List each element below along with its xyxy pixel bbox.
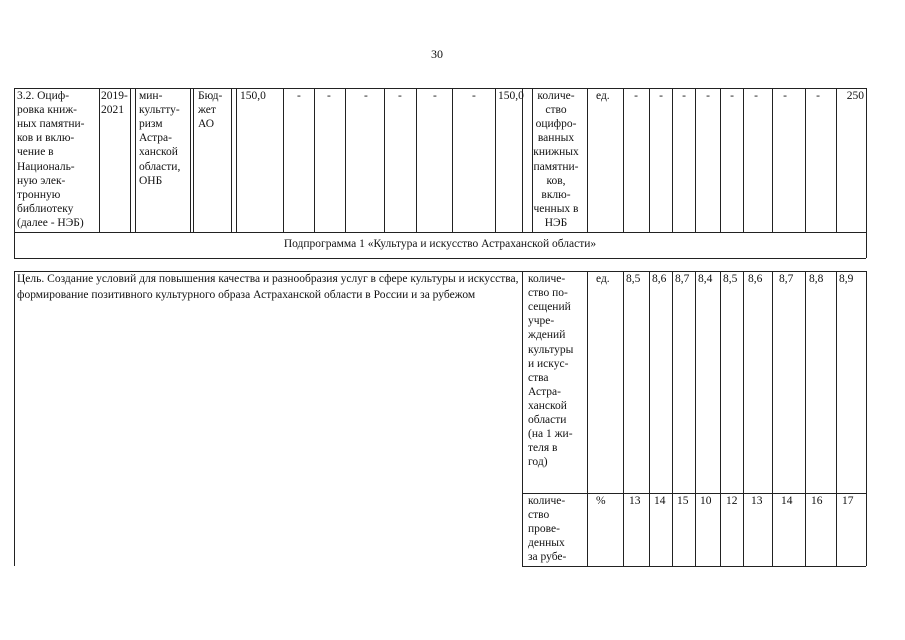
table-rule [495,88,496,232]
goal-indicator-1-line: и искус- [528,357,569,370]
goal-indicator-2-line: денных [528,537,565,550]
table-rule [649,88,650,232]
table-rule [130,88,131,232]
table-rule [587,88,588,232]
goal-indicator-1-value: 8,4 [698,273,713,285]
goal-indicator-1-line: количе- [528,273,566,285]
goal-indicator-2-line: прове- [528,523,560,536]
table-rule [720,271,721,566]
table-rule [345,88,346,232]
row-32-value: - [634,90,638,102]
row-32-indicator-line: количе- [537,90,575,102]
goal-indicator-2-line: за рубе- [528,551,567,564]
row-32-indicator-line: ванных [537,132,575,145]
subprogram-title: Подпрограмма 1 «Культура и искусство Астраханской области» [283,238,597,250]
goal-indicator-1-line: (на 1 жи- [528,428,573,441]
row-32-dash: - [398,90,402,102]
goal-indicator-2-line: количе- [528,495,566,507]
row-32-unit: ед. [596,90,610,102]
table-rule [314,88,315,232]
goal-indicator-1-line: ства [528,371,549,384]
row-32-value: - [754,90,758,102]
goal-indicator-1-line: области [528,414,567,426]
goal-indicator-1-value: 8,7 [675,273,690,285]
row-32-name-line: ков и вклю- [17,132,75,145]
row-32-name-line: библиотеку [17,202,74,215]
row-32-indicator-line: вклю- [541,188,571,201]
row-32-name-line: тронную [17,188,61,201]
goal-indicator-2-unit: % [596,495,606,507]
table-rule [623,271,624,566]
page-number: 30 [431,47,443,61]
table-rule [805,88,806,232]
row-32-name-line: 3.2. Оциф- [17,90,70,102]
goal-indicator-2-value: 10 [700,495,712,507]
goal-indicator-1-line: теля в [528,442,558,455]
goal-indicator-1-unit: ед. [596,273,610,285]
row-32-indicator-line: ченных в [533,202,579,215]
goal-text: Цель. Создание условий для повышения качества и разнообразия услуг в сфере культуры и искусства, формирование позитивного культурного образа Астраханской области в России и за рубежом [17,273,519,301]
table-rule [190,88,191,232]
row-32-value: - [682,90,686,102]
row-32-name-line: ную элек- [17,174,66,187]
goal-indicator-1-value: 8,9 [839,273,854,285]
row-32-executor-line: области, [139,160,181,173]
row-32-indicator-line: книжных [533,146,579,159]
table-rule [193,88,194,232]
goal-indicator-1-value: 8,6 [652,273,667,285]
row-32-value: - [730,90,734,102]
row-32-executor-line: ханской [139,146,178,159]
row-32-dash: - [297,90,301,102]
row-32-indicator-line: ство [545,104,567,117]
table-rule [416,88,417,232]
goal-indicator-2-value: 15 [677,495,689,507]
row-32-source-line: Бюд- [198,90,223,102]
goal-indicator-2-value: 12 [726,495,738,507]
row-32-value: - [816,90,820,102]
row-32-dash: - [433,90,437,102]
table-rule [695,271,696,566]
subprogram-bottom-rule [14,258,866,259]
table-rule [452,88,453,232]
goal-indicator-2-value: 14 [781,495,793,507]
goal-right-rule [866,271,867,566]
row-32-indicator-line: ков, [546,174,566,187]
row-32-name-line: чение в [17,146,54,159]
table-rule [772,88,773,232]
goal-indicator-1-line: Астра- [528,385,561,398]
row-32-value: - [706,90,710,102]
goal-indicator-1-line: культуры [528,343,574,356]
table-rule [236,88,237,232]
row-32-dash: - [364,90,368,102]
goal-indicator-2-value: 13 [751,495,763,507]
goal-indicator-1-line: ство по- [528,287,568,300]
table-left-rule [14,88,15,258]
table-rule [695,88,696,232]
table-rule [522,271,523,566]
table-rule [743,271,744,566]
table-rule [623,88,624,232]
row-32-source-line: жет [198,104,216,117]
table-rule [772,271,773,566]
row-32-executor-line: ризм [139,118,163,131]
goal-indicator-2-value: 13 [629,495,641,507]
goal-indicator-1-value: 8,7 [779,273,794,285]
row-32-name-line: ровка книж- [17,104,77,117]
table-rule [135,88,136,232]
row-32-source-line: АО [198,118,215,131]
table-rule [836,271,837,566]
table-bottom-rule [522,566,866,567]
row-32-period-line: 2021 [101,104,124,117]
row-32-value: 250 [846,90,864,102]
goal-indicator-2-line: ство [528,509,550,522]
row-32-name-line: ных памятни- [17,118,85,131]
table-rule [720,88,721,232]
row-32-indicator-line: памятни- [533,160,579,173]
row-32-total: 150,0 [240,90,266,102]
row-32-indicator-line: оцифро- [535,118,577,131]
goal-indicator-2-value: 17 [842,495,854,507]
table-right-rule [866,88,867,258]
table-rule [231,88,232,232]
goal-indicator-1-value: 8,5 [723,273,738,285]
table-rule [836,88,837,232]
row-32-value: - [783,90,787,102]
goal-indicator-1-line: год) [528,456,548,469]
row-32-period-line: 2019- [101,90,128,102]
row-32-name-line: Националь- [17,160,75,173]
row-32-name-line: (далее - НЭБ) [17,216,84,229]
row-32-indicator-line: НЭБ [544,216,568,229]
row-32-executor-line: мин- [139,90,163,102]
goal-indicator-1-line: сещений [528,301,571,314]
table-rule [805,271,806,566]
goal-indicator-1-line: ханской [528,399,567,412]
table-rule [672,271,673,566]
goal-indicator-1-line: учре- [528,315,555,328]
table-rule [283,88,284,232]
goal-indicator-2-value: 14 [654,495,666,507]
goal-indicator-1-line: ждений [528,329,566,342]
goal-indicator-2-value: 16 [811,495,823,507]
row-32-executor-line: культту- [139,104,180,117]
row-32-dash: - [327,90,331,102]
row-32-dash: - [472,90,476,102]
row-32-executor-line: Астра- [139,132,172,145]
table-rule [99,88,100,232]
table-rule [587,271,588,566]
goal-indicator-1-value: 8,5 [626,273,641,285]
goal-left-rule [14,271,15,566]
row-32-value: - [659,90,663,102]
table-rule [743,88,744,232]
goal-indicator-1-value: 8,8 [809,273,824,285]
row-32-sum: 150,0 [498,90,524,102]
goal-indicator-1-value: 8,6 [748,273,763,285]
row-32-bottom-rule [14,232,866,233]
table-rule [522,88,523,232]
table-rule [384,88,385,232]
table-rule [649,271,650,566]
row-32-executor-line: ОНБ [139,174,163,187]
table-rule [672,88,673,232]
